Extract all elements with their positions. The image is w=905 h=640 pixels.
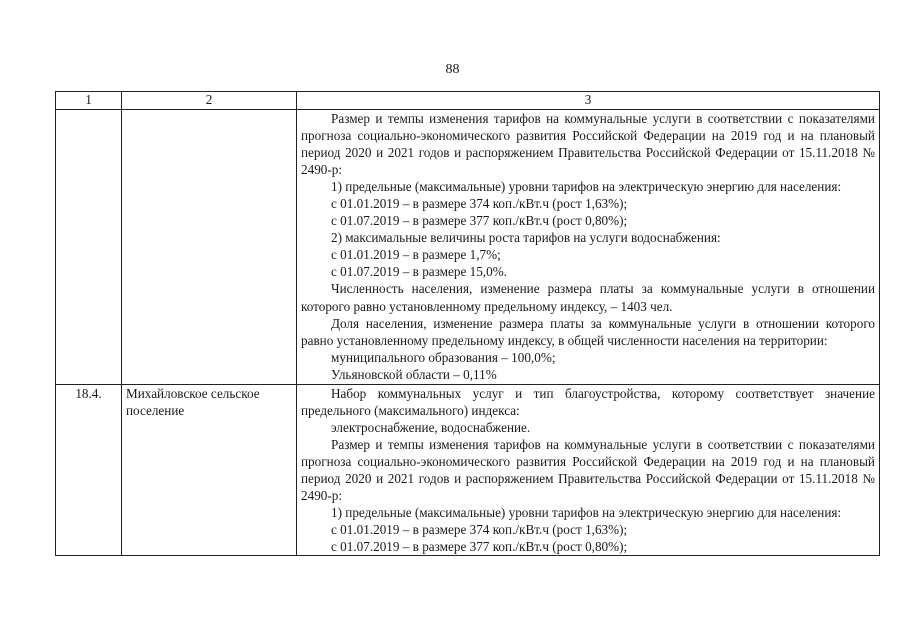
paragraph: с 01.01.2019 – в размере 374 коп./кВт.ч (рост 1,63%); [331, 196, 628, 212]
paragraph: с 01.01.2019 – в размере 374 коп./кВт.ч (рост 1,63%); [331, 522, 628, 538]
paragraph: 2) максимальные величины роста тарифов на услуги водоснабжения: [331, 230, 721, 246]
paragraph: Размер и темпы изменения тарифов на коммунальные услуги в соответствии с показателями прогноза социально-экономического развития Российской Федерации на 2019 год и на плановый период 2020 и 2021 годов и распоряжением Правительства Российской Федерации от 15.11.2018 № 2490-р: [301, 111, 875, 178]
header-col-1: 1 [56, 92, 122, 110]
paragraph: с 01.07.2019 – в размере 377 коп./кВт.ч (рост 0,80%); [331, 213, 628, 229]
paragraph: муниципального образования – 100,0%; [331, 349, 556, 365]
paragraph: 1) предельные (максимальные) уровни тарифов на электрическую энергию для населения: [331, 179, 842, 195]
row-number-cell: 18.4. [56, 384, 122, 555]
paragraph: Ульяновской области – 0,11% [331, 366, 497, 382]
paragraph: Набор коммунальных услуг и тип благоустройства, которому соответствует значение предельного (максимального) индекса: [301, 385, 875, 418]
paragraph: 1) предельные (максимальные) уровни тарифов на электрическую энергию для населения: [331, 505, 842, 521]
settlement-name-cell [122, 110, 297, 385]
settlement-name-cell: Михайловское сельское поселение [122, 384, 297, 555]
paragraph: Доля населения, изменение размера платы за коммунальные услуги в отношении которого равно установленному предельному индексу, в общей численности населения на территории: [301, 315, 875, 348]
tariff-table [55, 91, 880, 556]
paragraph: с 01.01.2019 – в размере 1,7%; [331, 247, 501, 263]
header-col-3: 3 [297, 92, 880, 110]
header-col-2: 2 [122, 92, 297, 110]
paragraph: с 01.07.2019 – в размере 377 коп./кВт.ч (рост 0,80%); [331, 539, 628, 555]
paragraph: с 01.07.2019 – в размере 15,0%. [331, 264, 507, 280]
description-cell [297, 110, 880, 385]
table-row [56, 384, 880, 555]
paragraph: Размер и темпы изменения тарифов на коммунальные услуги в соответствии с показателями прогноза социально-экономического развития Российской Федерации на 2019 год и на плановый период 2020 и 2021 годов и распоряжением Правительства Российской Федерации от 15.11.2018 № 2490-р: [301, 436, 875, 504]
table-header-row [56, 92, 880, 110]
table-row [56, 110, 880, 385]
row-number-cell [56, 110, 122, 385]
paragraph: Численность населения, изменение размера платы за коммунальные услуги в отношении которого равно установленному предельному индексу, – 1403 чел. [301, 281, 875, 314]
page-number: 88 [445, 62, 460, 77]
description-cell [297, 384, 880, 555]
paragraph: электроснабжение, водоснабжение. [331, 419, 531, 435]
